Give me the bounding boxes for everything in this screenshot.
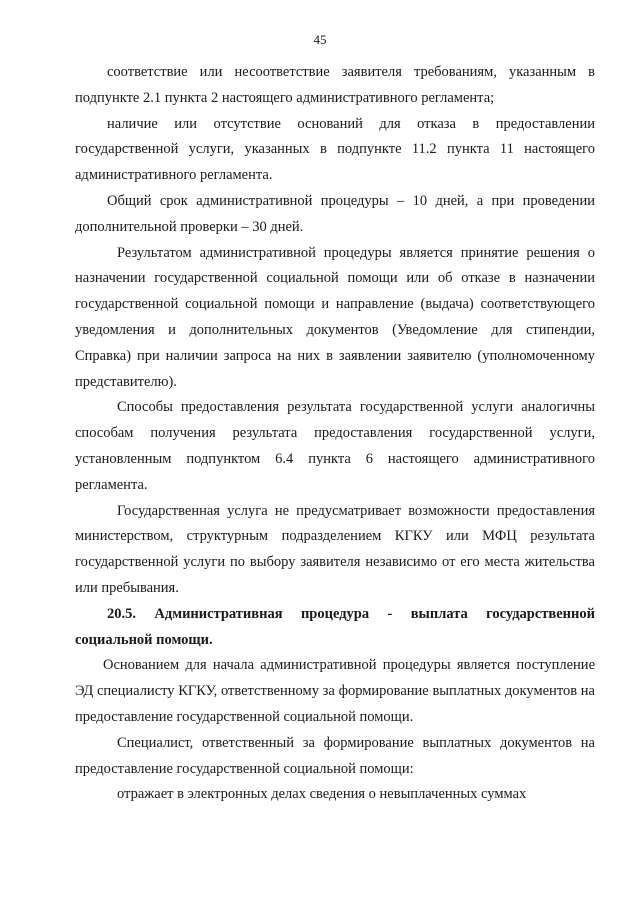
document-body <box>75 60 595 808</box>
paragraph-specialist: Специалист, ответственный за формирование выплатных документов на предоставление государственной социальной помощи: <box>75 734 595 777</box>
paragraph-refusal-grounds: наличие или отсутствие оснований для отказа в предоставлении государственной услуги, указанных в подпункте 11.2 пункта 11 настоящего административного регламента. <box>75 115 595 184</box>
page-number: 45 <box>313 32 327 47</box>
paragraph-result-methods: Способы предоставления результата государственной услуги аналогичны способам получения результата предоставления государственной услуги, установленным подпунктом 6.4 пункта 6 настоящего административного регламента. <box>75 399 595 493</box>
paragraph-extraterritorial: Государственная услуга не предусматривает возможности предоставления министерством, структурным подразделением КГКУ или МФЦ результата государственной услуги по выбору заявителя независимо от его места жительства или пребывания. <box>75 502 595 596</box>
paragraph-applicant-compliance: соответствие или несоответствие заявителя требованиям, указанным в подпункте 2.1 пункта 2 настоящего административного регламента; <box>75 64 595 106</box>
paragraph-procedure-basis: Основанием для начала административной процедуры является поступление ЭД специалисту КГКУ, ответственному за формирование выплатных документов на предоставление государственной социальной помощи. <box>75 657 595 725</box>
paragraph-procedure-result: Результатом административной процедуры является принятие решения о назначении государственной социальной помощи или об отказе в назначении государственной социальной помощи и направление (выдача) соответствующего уведомления и дополнительных документов (Уведомление для стипендии, Справка) при наличии запроса на них в заявлении заявителю (уполномоченному представителю). <box>75 244 595 390</box>
section-heading-20-5: 20.5. Административная процедура - выплата государственной социальной помощи. <box>75 605 595 648</box>
paragraph-unpaid-sums: отражает в электронных делах сведения о невыплаченных суммах <box>117 786 527 803</box>
paragraph-total-term: Общий срок административной процедуры – 10 дней, а при проведении дополнительной проверки – 30 дней. <box>75 192 595 235</box>
